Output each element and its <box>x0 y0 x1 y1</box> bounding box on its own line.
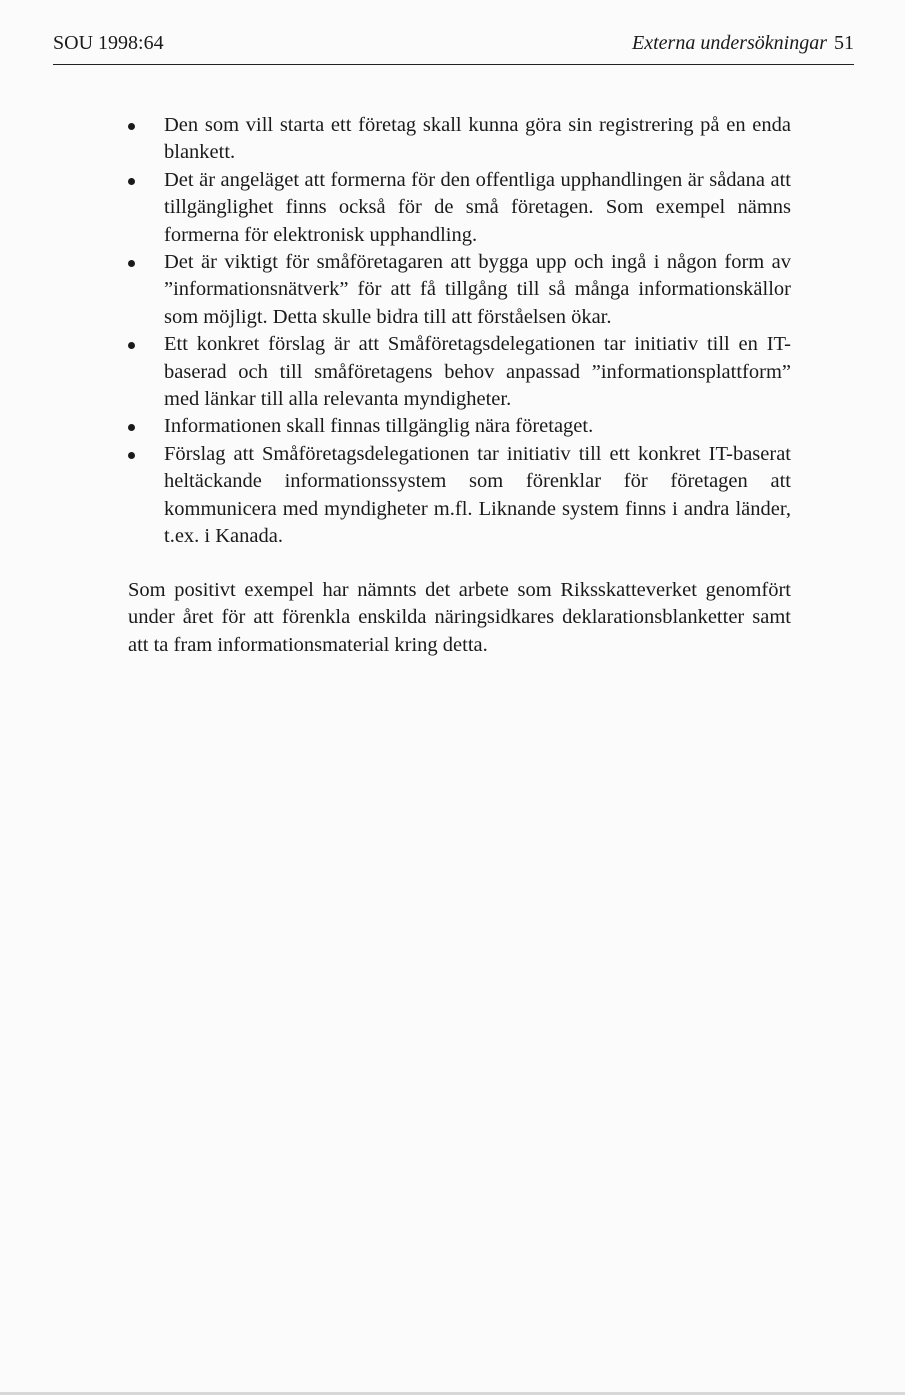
page-number: 51 <box>834 32 854 54</box>
section-title: Externa undersökningar <box>632 32 827 54</box>
list-item-text: Förslag att Småföretagsdelegationen tar initiativ till ett konkret IT-baserat heltäckande informationssystem som förenklar för företagen att kommunicera med myndigheter m.fl. Liknande system finns i andra länder, t.ex. i Kanada. <box>164 442 791 548</box>
bullet-list <box>128 112 791 551</box>
page-header <box>53 30 854 65</box>
list-item <box>128 441 791 551</box>
bullet-icon <box>128 178 135 185</box>
list-item-text: Informationen skall finnas tillgänglig nära företaget. <box>164 415 594 438</box>
list-item <box>128 413 791 440</box>
list-item <box>128 331 791 413</box>
list-item-text: Ett konkret förslag är att Småföretagsdelegationen tar initiativ till en IT-baserad och till småföretagens behov anpassad ”informationsplattform” med länkar till alla relevanta myndigheter. <box>164 333 791 411</box>
list-item <box>128 167 791 249</box>
body-paragraph: Som positivt exempel har nämnts det arbete som Riksskatteverket genomfört under året för att förenkla enskilda näringsidkares deklarationsblanketter samt att ta fram informationsmaterial kring detta. <box>128 579 791 656</box>
bullet-icon <box>128 342 135 349</box>
list-item-text: Den som vill starta ett företag skall kunna göra sin registrering på en enda blankett. <box>164 114 791 164</box>
list-item <box>128 112 791 167</box>
bullet-icon <box>128 452 135 459</box>
bullet-icon <box>128 123 135 130</box>
list-item <box>128 249 791 331</box>
document-reference: SOU 1998:64 <box>53 32 164 54</box>
bullet-icon <box>128 424 135 431</box>
list-item-text: Det är angeläget att formerna för den offentliga upphandlingen är sådana att tillgänglighet finns också för de små företagen. Som exempel nämns formerna för elektronisk upphandling. <box>164 168 791 246</box>
bullet-icon <box>128 260 135 267</box>
list-item-text: Det är viktigt för småföretagaren att bygga upp och ingå i någon form av ”informationsnätverk” för att få tillgång till så många informationskällor som möjligt. Detta skulle bidra till att förståelsen ökar. <box>164 251 791 328</box>
running-head <box>632 32 854 55</box>
